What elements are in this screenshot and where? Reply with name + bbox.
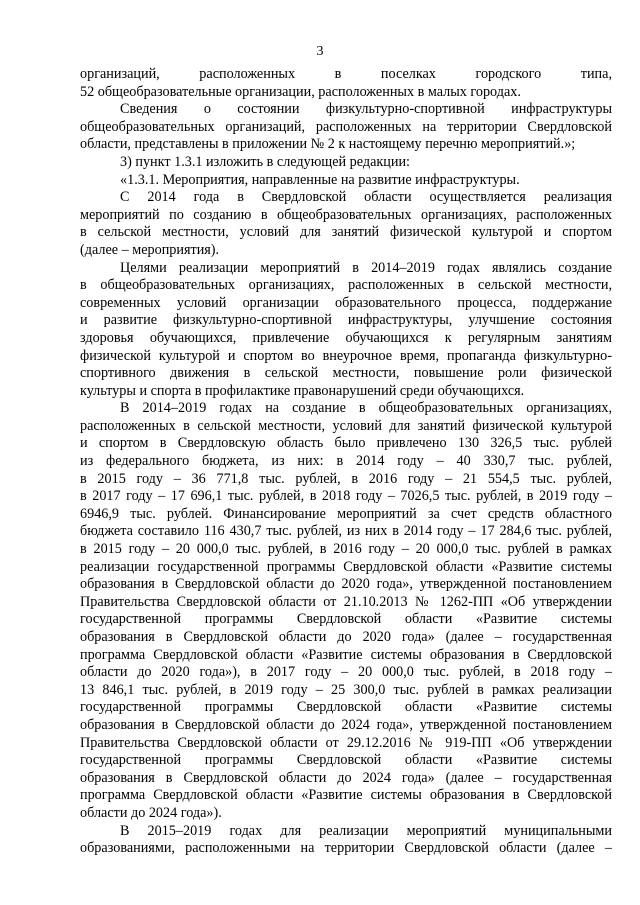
- text-line: спортивного движения в сельской местности, повышение роли физической: [80, 365, 612, 382]
- text-line: физической культурой и спортом во внеурочное время, пропаганда физкультурно-: [80, 347, 612, 364]
- paragraph: [80, 400, 612, 822]
- text-line: здоровья обучающихся, привлечение обучающихся к регулярным занятиям: [80, 329, 612, 346]
- text-line: В 2015–2019 годах для реализации мероприятий муниципальными: [120, 822, 612, 839]
- text-line: 52 общеобразовательные организации, расположенных в малых городах.: [80, 83, 521, 100]
- text-line: в 2015 году – 20 000,0 тыс. рублей, в 2016 году – 20 000,0 тыс. рублей в рамках: [80, 541, 612, 558]
- text-line: программа Свердловской области «Развитие системы образования в Свердловской: [80, 787, 612, 804]
- text-line: из федерального бюджета, из них: в 2014 году – 40 330,7 тыс. рублей,: [80, 453, 612, 470]
- text-line: государственной программы Свердловской области «Развитие системы: [80, 752, 612, 769]
- text-line: и развитие физкультурно-спортивной инфраструктуры, улучшение состояния: [80, 312, 612, 329]
- text-line: Сведения о состоянии физкультурно-спортивной инфраструктуры: [120, 101, 612, 118]
- text-line: 13 846,1 тыс. рублей, в 2019 году – 25 300,0 тыс. рублей в рамках реализации: [80, 681, 612, 698]
- text-line: в 2015 году – 36 771,8 тыс. рублей, в 2016 году – 21 554,5 тыс. рублей,: [80, 470, 612, 487]
- text-line: С 2014 года в Свердловской области осуществляется реализация: [120, 189, 612, 206]
- text-line: Правительства Свердловской области от 21.10.2013 № 1262-ПП «Об утверждении: [80, 593, 612, 610]
- text-line: современных условий организации образовательного процесса, поддержание: [80, 294, 612, 311]
- text-line: области до 2020 года»), в 2017 году – 20 000,0 тыс. рублей, в 2018 году –: [80, 664, 612, 681]
- text-line: области, представлены в приложении № 2 к настоящему перечню мероприятий.»;: [80, 136, 576, 153]
- paragraph: [80, 172, 612, 190]
- text-line: государственной программы Свердловской области «Развитие системы: [80, 699, 612, 716]
- text-line: программа Свердловской области «Развитие системы образования в Свердловской: [80, 646, 612, 663]
- text-line: (далее – мероприятия).: [80, 241, 220, 258]
- paragraph: [80, 189, 612, 259]
- text-line: государственной программы Свердловской области «Развитие системы: [80, 611, 612, 628]
- text-line: «1.3.1. Мероприятия, направленные на развитие инфраструктуры.: [120, 171, 520, 188]
- text-line: культуры и спорта в профилактике правонарушений среди обучающихся.: [80, 382, 525, 399]
- text-line: общеобразовательных организаций, расположенных на территории Свердловской: [80, 118, 612, 135]
- text-line: образованиями, расположенными на территории Свердловской области (далее –: [80, 840, 612, 857]
- text-line: образования в Свердловской области до 2024 года» (далее – государственная: [80, 769, 612, 786]
- text-line: мероприятий по созданию в общеобразовательных организациях, расположенных: [80, 206, 612, 223]
- page-number: 3: [316, 44, 324, 59]
- text-line: образования в Свердловской области до 2020 года», утвержденной постановлением: [80, 576, 612, 593]
- text-line: Целями реализации мероприятий в 2014–2019 годах являлись создание: [120, 259, 612, 276]
- text-line: 6946,9 тыс. рублей. Финансирование мероприятий за счет средств областного: [80, 505, 612, 522]
- text-line: образования в Свердловской области до 2020 года» (далее – государственная: [80, 629, 612, 645]
- text-line: бюджета составило 116 430,7 тыс. рублей, из них в 2014 году – 17 284,6 тыс. рублей,: [80, 523, 612, 540]
- text-line: и спортом в Свердловскую область было привлечено 130 326,5 тыс. рублей: [80, 435, 612, 452]
- paragraph: [80, 823, 612, 858]
- paragraph: [80, 260, 612, 401]
- text-line: образования в Свердловской области до 2024 года», утвержденной постановлением: [80, 716, 612, 733]
- paragraph: [80, 66, 612, 101]
- text-line: расположенных в сельской местности, условий для занятий физической культурой: [80, 417, 612, 434]
- text-line: в 2017 году – 17 696,1 тыс. рублей, в 2018 году – 7026,5 тыс. рублей, в 2019 году –: [80, 488, 612, 505]
- text-line: 3) пункт 1.3.1 изложить в следующей редакции:: [120, 153, 410, 170]
- text-line: организаций, расположенных в поселках городского типа,: [80, 66, 612, 82]
- text-line: области до 2024 года»).: [80, 804, 222, 821]
- paragraph: [80, 154, 612, 172]
- text-line: реализации государственной программы Свердловской области «Развитие системы: [80, 558, 612, 575]
- text-line: В 2014–2019 годах на создание в общеобразовательных организациях,: [120, 400, 612, 417]
- text-line: Правительства Свердловской области от 29.12.2016 № 919-ПП «Об утверждении: [80, 734, 612, 751]
- text-line: в сельской местности, условий для занятий физической культурой и спортом: [80, 224, 612, 241]
- text-line: в общеобразовательных организациях, расположенных в сельской местности,: [80, 277, 612, 294]
- paragraph: [80, 101, 612, 154]
- document-body: [80, 66, 612, 858]
